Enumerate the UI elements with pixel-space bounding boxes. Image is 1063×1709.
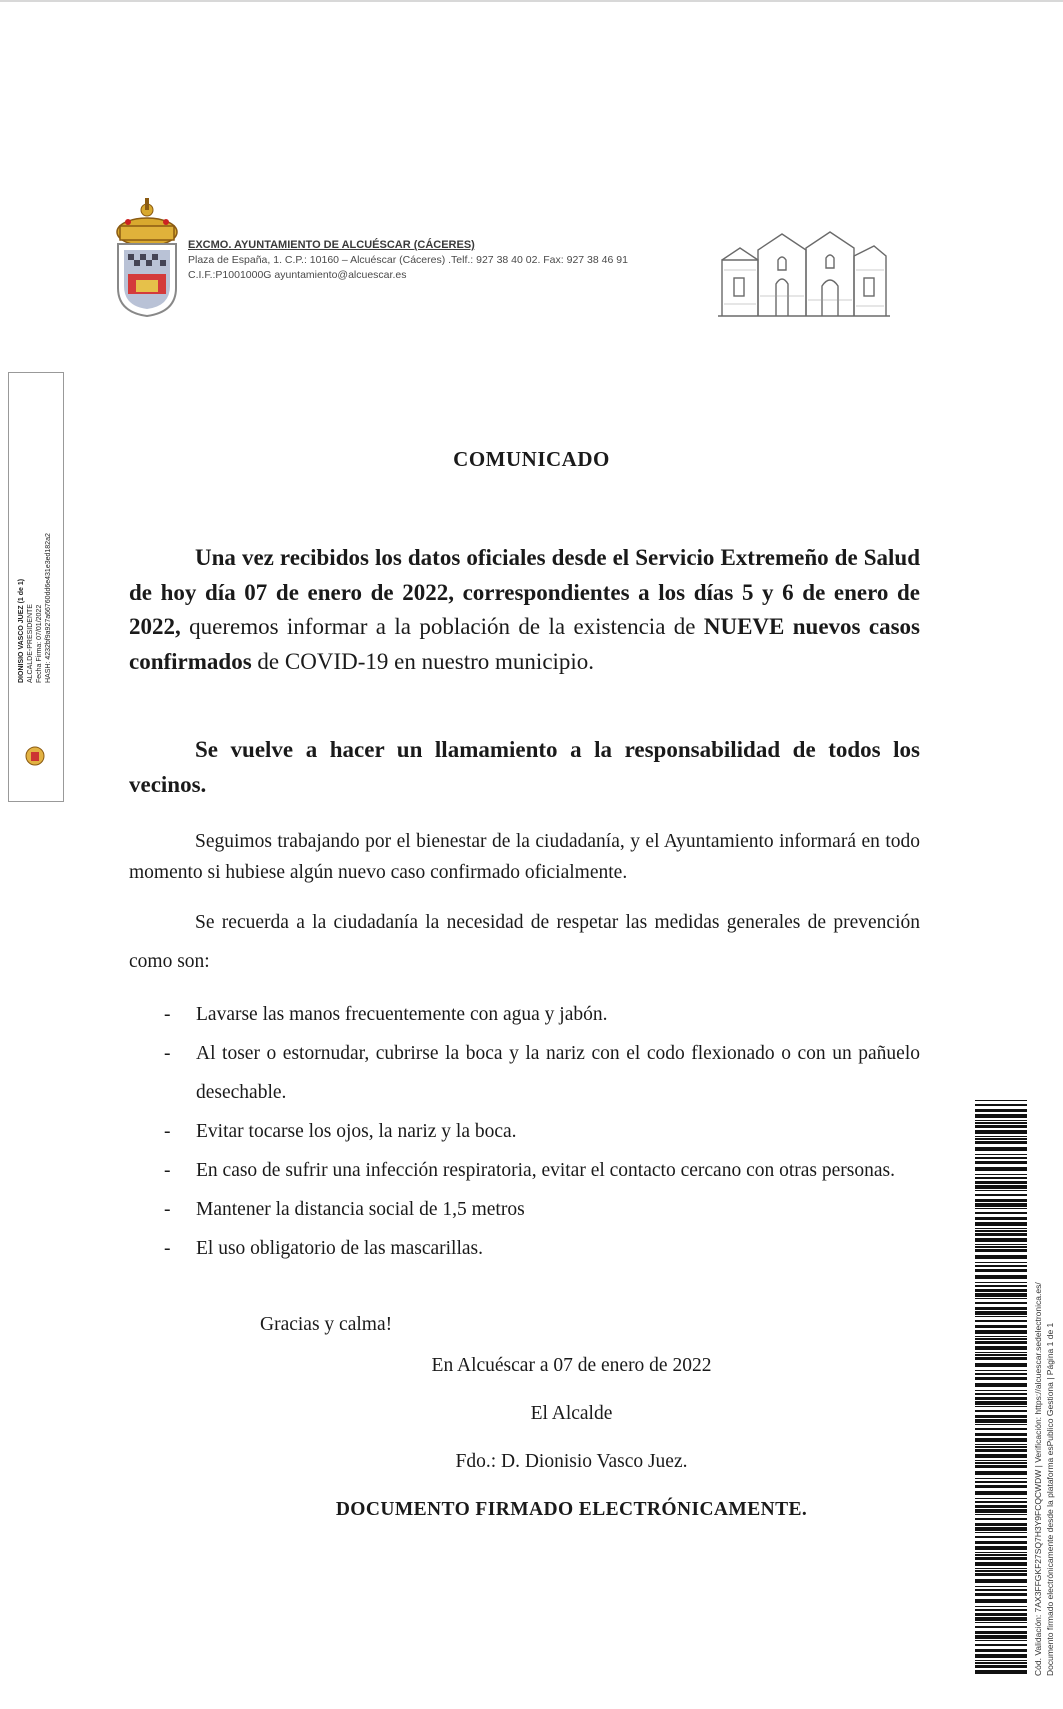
verification-line-1: Cód. Validación: 7AX3FFGKF27SQ7H3Y9FCQCWDW | Verificación: https://alcuescar.sedelectronica.es/ (1033, 1282, 1043, 1676)
barcode-icon (975, 1100, 1027, 1676)
verification-line-2: Documento firmado electrónicamente desde la plataforma esPublico Gestiona | Página 1 de 1 (1045, 1322, 1055, 1676)
paragraph-work: Seguimos trabajando por el bienestar de la ciudadanía, y el Ayuntamiento informará en todo momento si hubiese algún nuevo caso confirmado oficialmente. (129, 831, 920, 883)
paragraph-appeal: Se vuelve a hacer un llamamiento a la responsabilidad de todos los vecinos. (129, 737, 920, 797)
list-item-text: En caso de sufrir una infección respiratoria, evitar el contacto cercano con otras personas. (196, 1160, 895, 1181)
bullet-dash: - (164, 1121, 171, 1142)
announcement-cases: NUEVE nuevos casos confirmados (129, 614, 920, 674)
announcement-intro: Una vez recibidos los datos oficiales desde el Servicio Extremeño de Salud de hoy día 07 de enero de 2022, correspondientes a los días 5 y 6 de enero de 2022, (129, 545, 920, 639)
document-title: COMUNICADO (453, 447, 610, 471)
municipal-crest-icon (110, 196, 184, 320)
bullet-dash: - (164, 1004, 171, 1025)
stamp-crest-icon (23, 745, 47, 767)
top-border (0, 0, 1063, 2)
list-item-text: Lavarse las manos frecuentemente con agua y jabón. (196, 1004, 608, 1025)
measures-list (164, 995, 920, 1268)
list-item-text: Mantener la distancia social de 1,5 metros (196, 1199, 525, 1220)
closing-remark: Gracias y calma! (260, 1314, 393, 1335)
list-item (164, 1034, 920, 1112)
stamp-date: Fecha Firma: 07/01/2022 (36, 604, 43, 683)
list-item (164, 995, 920, 1034)
announcement-text-a: queremos informar a la población de la existencia de (180, 614, 704, 639)
stamp-role: ALCALDE-PRESIDENTE (27, 604, 34, 683)
bullet-dash: - (164, 1238, 171, 1259)
signed-note: DOCUMENTO FIRMADO ELECTRÓNICAMENTE. (335, 1499, 808, 1520)
bullet-dash: - (164, 1199, 171, 1220)
place-date: En Alcuéscar a 07 de enero de 2022 (431, 1355, 712, 1376)
list-item (164, 1112, 920, 1151)
letterhead-address: Plaza de España, 1. C.P.: 10160 – Alcuéscar (Cáceres) .Telf.: 927 38 40 02. Fax: 927 38 46 91 (188, 254, 628, 266)
stamp-signer: DIONISIO VASCO JUEZ (1 de 1) (18, 578, 25, 683)
list-item-text: Al toser o estornudar, cubrirse la boca y la nariz con el codo flexionado o con un pañuelo desechable. (196, 1043, 920, 1103)
list-item-text: El uso obligatorio de las mascarillas. (196, 1238, 484, 1259)
signer-role: El Alcalde (530, 1403, 613, 1424)
stamp-hash: HASH: 4232bf9a927a66760dd6e431e3ed182a2 (45, 533, 52, 683)
bullet-dash: - (164, 1160, 171, 1181)
signature-stamp-box (8, 372, 64, 802)
list-item (164, 1190, 920, 1229)
letterhead-cif-email: C.I.F.:P1001000G ayuntamiento@alcuescar.es (188, 269, 407, 281)
church-illustration-icon (718, 226, 890, 318)
list-item (164, 1229, 920, 1268)
list-item (164, 1151, 920, 1190)
paragraph-announcement (129, 541, 920, 679)
list-item-text: Evitar tocarse los ojos, la nariz y la boca. (196, 1121, 517, 1142)
letterhead (188, 238, 718, 283)
signer-name: Fdo.: D. Dionisio Vasco Juez. (455, 1451, 688, 1472)
paragraph-measures-intro: Se recuerda a la ciudadanía la necesidad de respetar las medidas generales de prevención como son: (129, 912, 920, 972)
announcement-text-b: de COVID-19 en nuestro municipio. (251, 648, 595, 674)
signature-stamp-text (17, 483, 53, 683)
letterhead-title: EXCMO. AYUNTAMIENTO DE ALCUÉSCAR (CÁCERES) (188, 239, 475, 251)
bullet-dash: - (164, 1043, 171, 1064)
verification-text (1032, 1100, 1056, 1676)
